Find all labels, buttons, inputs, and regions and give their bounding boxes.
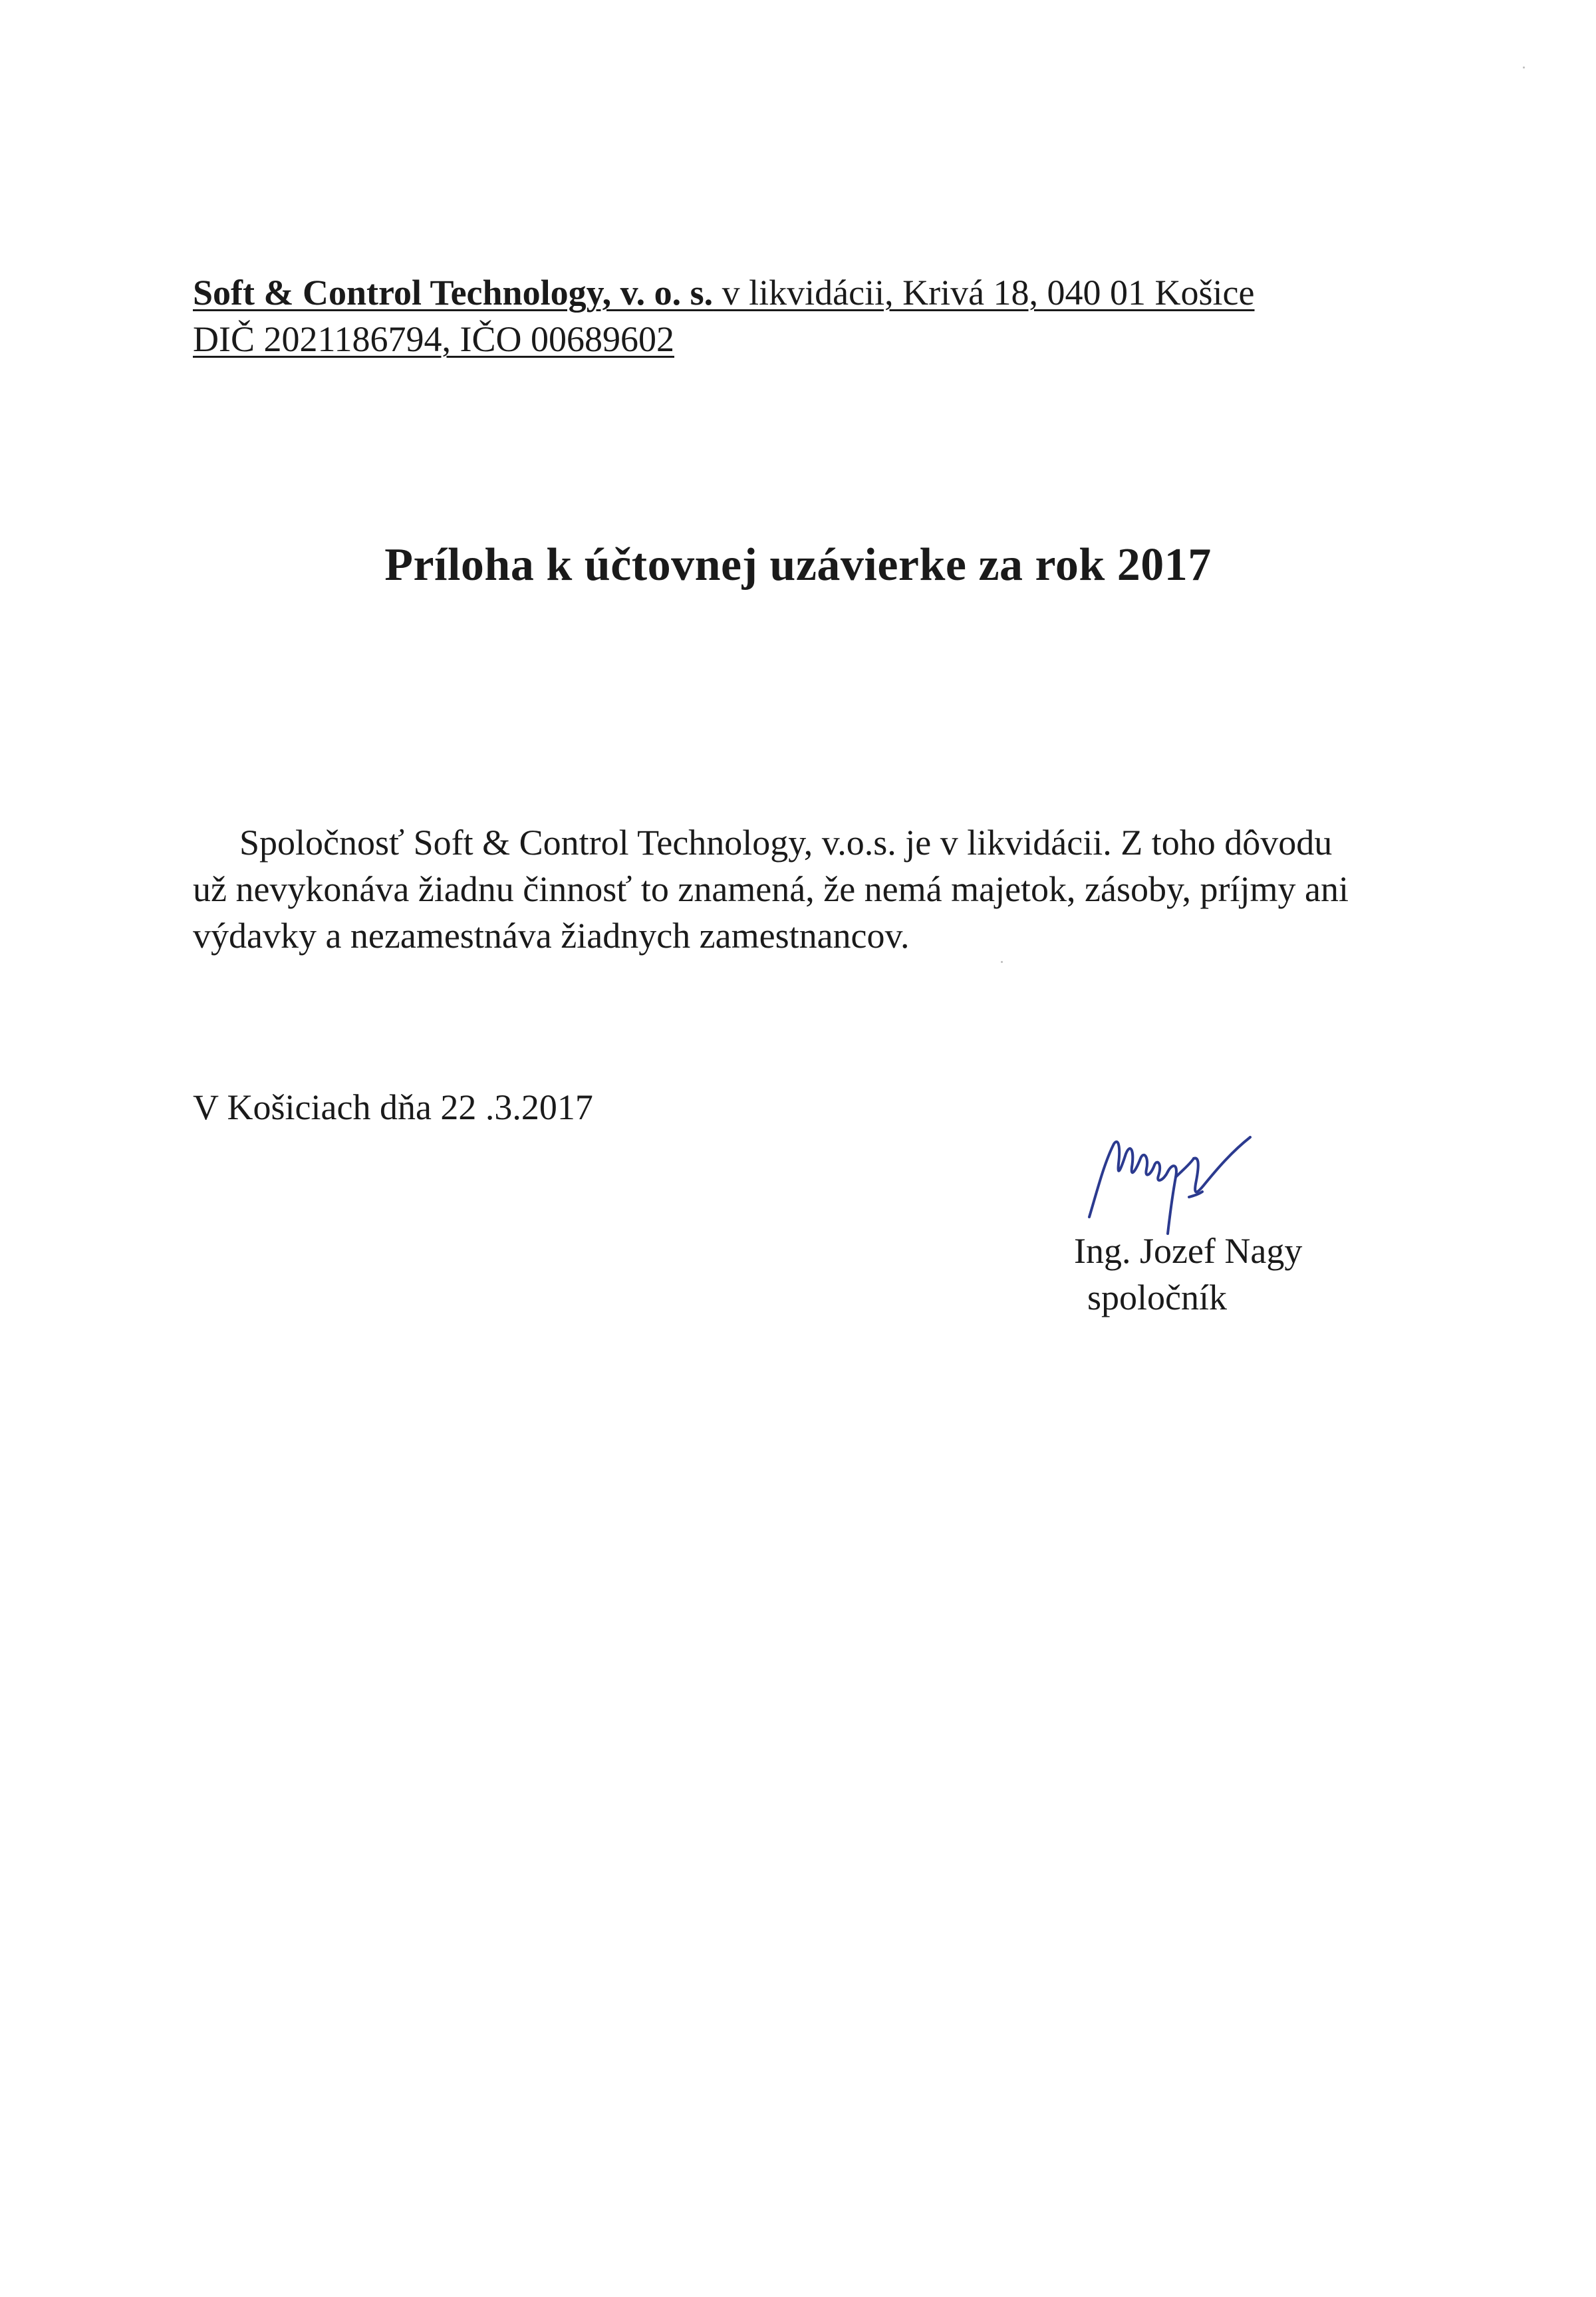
document-title: Príloha k účtovnej uzávierke za rok 2017: [384, 539, 1212, 591]
date-line: V Košiciach dňa 22 .3.2017: [193, 1087, 593, 1127]
body-line-1: Spoločnosť Soft & Control Technology, v.o.s. je v likvidácii. Z toho dôvodu: [239, 823, 1333, 863]
header-line-2: [193, 316, 1363, 362]
company-address: v likvidácii, Krivá 18, 040 01 Košice: [713, 273, 1255, 313]
header-line-1: [193, 269, 1363, 316]
signer-role: spoločník: [1087, 1278, 1227, 1317]
scan-speck: [1001, 961, 1003, 963]
scan-speck: [1523, 67, 1525, 68]
body-line-3: výdavky a nezamestnáva žiadnych zamestnancov.: [193, 916, 910, 956]
handwritten-signature-icon: [1057, 1117, 1337, 1244]
signer-block: [1074, 1228, 1302, 1321]
body-line-2: už nevykonáva žiadnu činnosť to znamená, že nemá majetok, zásoby, príjmy ani: [193, 869, 1349, 909]
company-header: [193, 269, 1363, 362]
company-tax-ids: DIČ 2021186794, IČO 00689602: [193, 319, 674, 359]
company-name: Soft & Control Technology, v. o. s.: [193, 273, 714, 313]
signer-name: Ing. Jozef Nagy: [1074, 1231, 1303, 1271]
body-paragraph: [193, 819, 1436, 959]
